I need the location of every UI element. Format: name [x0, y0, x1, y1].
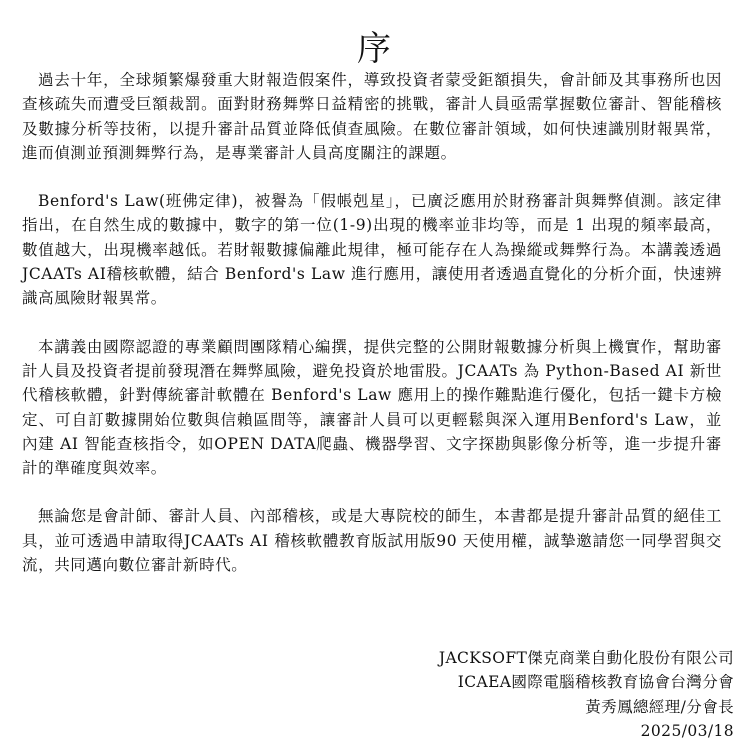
- paragraph-3: 本講義由國際認證的專業顧問團隊精心編撰，提供完整的公開財報數據分析與上機實作，幫助審計人員及投資者提前發現潛在舞弊風險，避免投資於地雷股。JCAATs 為 Python-Based AI 新世代稽核軟體，針對傳統審計軟體在 Benford's Law 應用上的操作難點進行優化，包括一鍵卡方檢定、可自訂數據開始位數與信賴區間等，讓審計人員可以更輕鬆與深入運用Benford's Law，並內建 AI 智能查核指令，如OPEN DATA爬蟲、機器學習、文字探勘與影像分析等，進一步提升審計的準確度與效率。: [22, 337, 722, 478]
- page-title: 序: [357, 28, 393, 69]
- signature-company: JACKSOFT傑克商業自動化股份有限公司: [438, 649, 734, 667]
- paragraph-4: 無論您是會計師、審計人員、內部稽核，或是大專院校的師生，本書都是提升審計品質的絕佳工具，並可透過申請取得JCAATs AI 稽核軟體教育版試用版90 天使用權，誠摯邀請您一同學習與交流，共同邁向數位審計新時代。: [22, 507, 722, 575]
- paragraph-1: 過去十年，全球頻繁爆發重大財報造假案件，導致投資者蒙受鉅額損失，會計師及其事務所也因查核疏失而遭受巨額裁罰。面對財務舞弊日益精密的挑戰，審計人員亟需掌握數位審計、智能稽核及數據分析等技術，以提升審計品質並降低偵查風險。在數位審計領域，如何快速識別財報異常，進而偵測並預測舞弊行為，是專業審計人員高度關注的課題。: [22, 71, 722, 162]
- signature-person: 黃秀鳳總經理/分會長: [585, 697, 734, 716]
- signature-association: ICAEA國際電腦稽核教育協會台灣分會: [457, 673, 734, 692]
- signature-block: [439, 646, 734, 743]
- signature-date: 2025/03/18: [640, 721, 734, 740]
- preface-body: [22, 68, 722, 601]
- paragraph-2: Benford's Law(班佛定律)，被譽為「假帳剋星」，已廣泛應用於財務審計與舞弊偵測。該定律指出，在自然生成的數據中，數字的第一位(1-9)出現的機率並非均等，而是 1 出現的頻率最高，數值越大，出現機率越低。若財報數據偏離此規律，極可能存在人為操縱或舞弊行為。本講義透過JCAATs AI稽核軟體，結合 Benford's Law 進行應用，讓使用者透過直覺化的分析介面，快速辨識高風險財報異常。: [22, 192, 722, 308]
